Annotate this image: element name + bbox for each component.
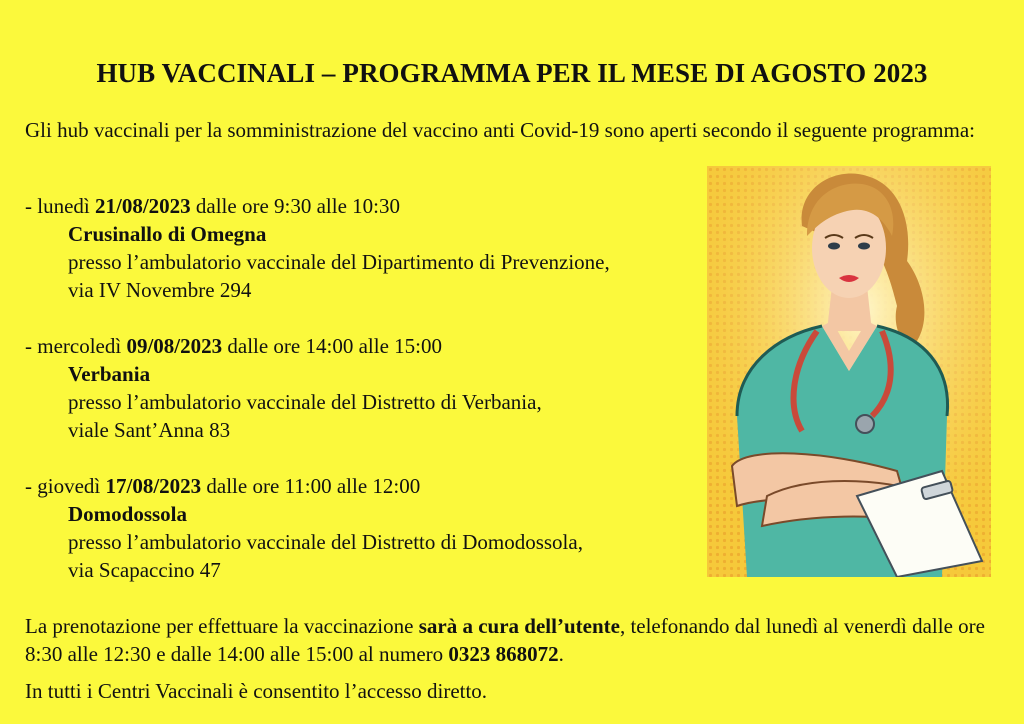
entry-date-line — [25, 192, 715, 220]
entry-address: via Scapaccino 47 — [68, 558, 221, 582]
entry-place-name: Domodossola — [68, 502, 188, 526]
entry-place — [25, 500, 715, 528]
entry-venue: presso l’ambulatorio vaccinale del Distretto di Verbania, — [68, 390, 542, 414]
entry-address: via IV Novembre 294 — [68, 278, 252, 302]
schedule-entry-domodossola — [25, 472, 715, 584]
entry-day: - lunedì — [25, 194, 95, 218]
entry-date: 17/08/2023 — [105, 474, 202, 498]
booking-emphasis: sarà a cura dell’utente — [418, 614, 620, 638]
booking-text-2: , telefonando dal lunedì al venerdì dalle ore 8:30 alle 12:30 e dalle 14:00 alle 15:00 al numero — [25, 614, 985, 666]
entry-address: viale Sant’Anna 83 — [68, 418, 231, 442]
entry-place — [25, 360, 715, 388]
booking-text-3: . — [558, 642, 564, 666]
entry-place — [25, 220, 715, 248]
entry-venue: presso l’ambulatorio vaccinale del Dipartimento di Prevenzione, — [68, 250, 610, 274]
entry-date: 21/08/2023 — [94, 194, 191, 218]
booking-text-1: La prenotazione per effettuare la vaccinazione — [25, 614, 419, 638]
entry-day: - giovedì — [25, 474, 106, 498]
schedule-entry-verbania — [25, 332, 715, 444]
entry-place-name: Crusinallo di Omegna — [68, 222, 267, 246]
booking-info — [25, 612, 1005, 668]
entry-date: 09/08/2023 — [126, 334, 223, 358]
nurse-illustration — [707, 166, 991, 577]
entry-day: - mercoledì — [25, 334, 127, 358]
entry-venue: presso l’ambulatorio vaccinale del Distretto di Domodossola, — [68, 530, 583, 554]
page-title: HUB VACCINALI – PROGRAMMA PER IL MESE DI AGOSTO 2023 — [96, 58, 928, 88]
access-info: In tutti i Centri Vaccinali è consentito l’accesso diretto. — [25, 679, 488, 703]
intro-text: Gli hub vaccinali per la somministrazione del vaccino anti Covid-19 sono aperti secondo il seguente programma: — [25, 118, 975, 142]
entry-date-line — [25, 332, 715, 360]
entry-place-name: Verbania — [68, 362, 151, 386]
entry-date-line — [25, 472, 715, 500]
phone-number: 0323 868072 — [448, 642, 559, 666]
entry-time: dalle ore 11:00 alle 12:00 — [201, 474, 421, 498]
entry-time: dalle ore 14:00 alle 15:00 — [222, 334, 442, 358]
entry-time: dalle ore 9:30 alle 10:30 — [190, 194, 401, 218]
schedule-entry-omegna — [25, 192, 715, 304]
